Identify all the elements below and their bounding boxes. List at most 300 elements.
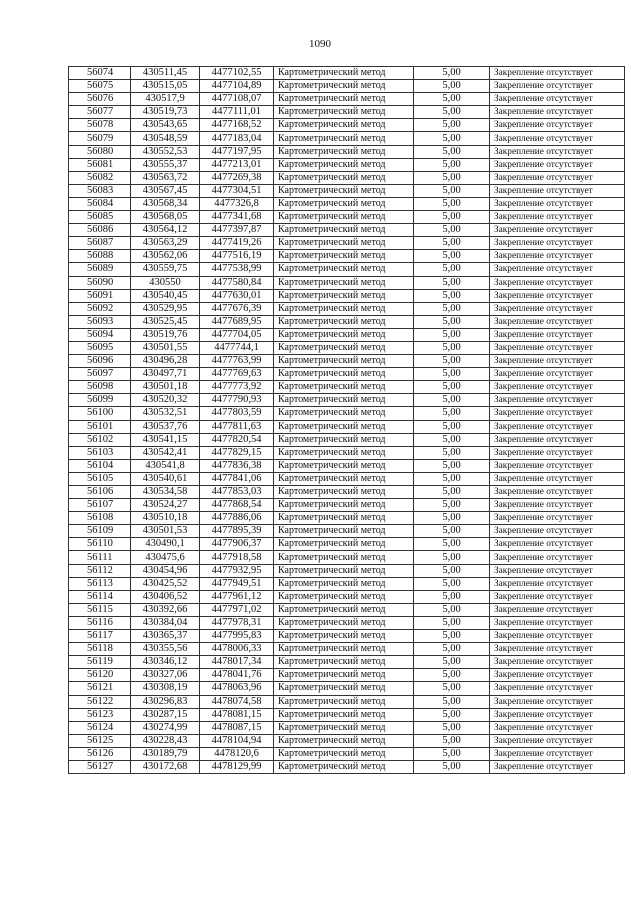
table-row xyxy=(69,67,625,80)
y-coordinate-cell: 4477868,54 xyxy=(200,499,274,512)
accuracy-cell: 5,00 xyxy=(414,289,490,302)
point-number-cell: 56123 xyxy=(69,708,131,721)
accuracy-cell: 5,00 xyxy=(414,747,490,760)
method-cell: Картометрический метод xyxy=(274,171,414,184)
x-coordinate-cell: 430564,12 xyxy=(131,224,200,237)
y-coordinate-cell: 4478074,58 xyxy=(200,695,274,708)
y-coordinate-cell: 4477197,95 xyxy=(200,145,274,158)
fixation-cell: Закрепление отсутствует xyxy=(490,760,625,773)
point-number-cell: 56126 xyxy=(69,747,131,760)
y-coordinate-cell: 4477630,01 xyxy=(200,289,274,302)
x-coordinate-cell: 430563,72 xyxy=(131,171,200,184)
table-row xyxy=(69,603,625,616)
accuracy-cell: 5,00 xyxy=(414,499,490,512)
x-coordinate-cell: 430172,68 xyxy=(131,760,200,773)
point-number-cell: 56089 xyxy=(69,263,131,276)
table-row xyxy=(69,420,625,433)
point-number-cell: 56094 xyxy=(69,328,131,341)
x-coordinate-cell: 430501,55 xyxy=(131,341,200,354)
fixation-cell: Закрепление отсутствует xyxy=(490,630,625,643)
point-number-cell: 56076 xyxy=(69,93,131,106)
accuracy-cell: 5,00 xyxy=(414,577,490,590)
point-number-cell: 56114 xyxy=(69,590,131,603)
fixation-cell: Закрепление отсутствует xyxy=(490,381,625,394)
point-number-cell: 56125 xyxy=(69,734,131,747)
method-cell: Картометрический метод xyxy=(274,564,414,577)
y-coordinate-cell: 4477104,89 xyxy=(200,80,274,93)
fixation-cell: Закрепление отсутствует xyxy=(490,682,625,695)
table-row xyxy=(69,643,625,656)
x-coordinate-cell: 430355,56 xyxy=(131,643,200,656)
x-coordinate-cell: 430287,15 xyxy=(131,708,200,721)
y-coordinate-cell: 4477829,15 xyxy=(200,446,274,459)
fixation-cell: Закрепление отсутствует xyxy=(490,459,625,472)
table-row xyxy=(69,93,625,106)
x-coordinate-cell: 430274,99 xyxy=(131,721,200,734)
table-row xyxy=(69,394,625,407)
y-coordinate-cell: 4477918,58 xyxy=(200,551,274,564)
method-cell: Картометрический метод xyxy=(274,734,414,747)
method-cell: Картометрический метод xyxy=(274,446,414,459)
fixation-cell: Закрепление отсутствует xyxy=(490,106,625,119)
method-cell: Картометрический метод xyxy=(274,145,414,158)
point-number-cell: 56083 xyxy=(69,184,131,197)
method-cell: Картометрический метод xyxy=(274,394,414,407)
accuracy-cell: 5,00 xyxy=(414,616,490,629)
method-cell: Картометрический метод xyxy=(274,682,414,695)
point-number-cell: 56086 xyxy=(69,224,131,237)
x-coordinate-cell: 430189,79 xyxy=(131,747,200,760)
x-coordinate-cell: 430568,05 xyxy=(131,211,200,224)
table-row xyxy=(69,669,625,682)
accuracy-cell: 5,00 xyxy=(414,132,490,145)
method-cell: Картометрический метод xyxy=(274,577,414,590)
method-cell: Картометрический метод xyxy=(274,603,414,616)
table-row xyxy=(69,224,625,237)
table-row xyxy=(69,145,625,158)
x-coordinate-cell: 430568,34 xyxy=(131,197,200,210)
x-coordinate-cell: 430541,15 xyxy=(131,433,200,446)
table-row xyxy=(69,276,625,289)
fixation-cell: Закрепление отсутствует xyxy=(490,145,625,158)
y-coordinate-cell: 4477704,05 xyxy=(200,328,274,341)
y-coordinate-cell: 4477676,39 xyxy=(200,302,274,315)
point-number-cell: 56097 xyxy=(69,368,131,381)
method-cell: Картометрический метод xyxy=(274,158,414,171)
point-number-cell: 56115 xyxy=(69,603,131,616)
accuracy-cell: 5,00 xyxy=(414,197,490,210)
y-coordinate-cell: 4477949,51 xyxy=(200,577,274,590)
x-coordinate-cell: 430567,45 xyxy=(131,184,200,197)
fixation-cell: Закрепление отсутствует xyxy=(490,211,625,224)
accuracy-cell: 5,00 xyxy=(414,512,490,525)
accuracy-cell: 5,00 xyxy=(414,525,490,538)
table-row xyxy=(69,355,625,368)
table-row xyxy=(69,708,625,721)
y-coordinate-cell: 4477102,55 xyxy=(200,67,274,80)
point-number-cell: 56084 xyxy=(69,197,131,210)
accuracy-cell: 5,00 xyxy=(414,381,490,394)
fixation-cell: Закрепление отсутствует xyxy=(490,564,625,577)
table-row xyxy=(69,341,625,354)
method-cell: Картометрический метод xyxy=(274,67,414,80)
y-coordinate-cell: 4477773,92 xyxy=(200,381,274,394)
method-cell: Картометрический метод xyxy=(274,250,414,263)
y-coordinate-cell: 4477304,51 xyxy=(200,184,274,197)
point-number-cell: 56119 xyxy=(69,656,131,669)
fixation-cell: Закрепление отсутствует xyxy=(490,184,625,197)
fixation-cell: Закрепление отсутствует xyxy=(490,525,625,538)
point-number-cell: 56078 xyxy=(69,119,131,132)
table-row xyxy=(69,459,625,472)
x-coordinate-cell: 430515,05 xyxy=(131,80,200,93)
accuracy-cell: 5,00 xyxy=(414,708,490,721)
accuracy-cell: 5,00 xyxy=(414,237,490,250)
accuracy-cell: 5,00 xyxy=(414,355,490,368)
point-number-cell: 56112 xyxy=(69,564,131,577)
accuracy-cell: 5,00 xyxy=(414,603,490,616)
accuracy-cell: 5,00 xyxy=(414,315,490,328)
x-coordinate-cell: 430497,71 xyxy=(131,368,200,381)
y-coordinate-cell: 4477111,01 xyxy=(200,106,274,119)
x-coordinate-cell: 430490,1 xyxy=(131,538,200,551)
table-row xyxy=(69,106,625,119)
point-number-cell: 56079 xyxy=(69,132,131,145)
y-coordinate-cell: 4477580,84 xyxy=(200,276,274,289)
fixation-cell: Закрепление отсутствует xyxy=(490,237,625,250)
accuracy-cell: 5,00 xyxy=(414,682,490,695)
coordinates-table-body xyxy=(69,67,625,774)
point-number-cell: 56116 xyxy=(69,616,131,629)
y-coordinate-cell: 4477978,31 xyxy=(200,616,274,629)
method-cell: Картометрический метод xyxy=(274,132,414,145)
point-number-cell: 56109 xyxy=(69,525,131,538)
fixation-cell: Закрепление отсутствует xyxy=(490,499,625,512)
point-number-cell: 56117 xyxy=(69,630,131,643)
y-coordinate-cell: 4477811,63 xyxy=(200,420,274,433)
method-cell: Картометрический метод xyxy=(274,237,414,250)
accuracy-cell: 5,00 xyxy=(414,630,490,643)
table-row xyxy=(69,184,625,197)
fixation-cell: Закрепление отсутствует xyxy=(490,289,625,302)
method-cell: Картометрический метод xyxy=(274,643,414,656)
point-number-cell: 56098 xyxy=(69,381,131,394)
fixation-cell: Закрепление отсутствует xyxy=(490,276,625,289)
y-coordinate-cell: 4477269,38 xyxy=(200,171,274,184)
y-coordinate-cell: 4478017,34 xyxy=(200,656,274,669)
table-row xyxy=(69,499,625,512)
fixation-cell: Закрепление отсутствует xyxy=(490,577,625,590)
x-coordinate-cell: 430541,8 xyxy=(131,459,200,472)
fixation-cell: Закрепление отсутствует xyxy=(490,250,625,263)
point-number-cell: 56106 xyxy=(69,486,131,499)
y-coordinate-cell: 4478081,15 xyxy=(200,708,274,721)
x-coordinate-cell: 430534,58 xyxy=(131,486,200,499)
point-number-cell: 56108 xyxy=(69,512,131,525)
accuracy-cell: 5,00 xyxy=(414,643,490,656)
table-row xyxy=(69,263,625,276)
method-cell: Картометрический метод xyxy=(274,538,414,551)
point-number-cell: 56104 xyxy=(69,459,131,472)
point-number-cell: 56113 xyxy=(69,577,131,590)
point-number-cell: 56099 xyxy=(69,394,131,407)
point-number-cell: 56092 xyxy=(69,302,131,315)
fixation-cell: Закрепление отсутствует xyxy=(490,93,625,106)
point-number-cell: 56090 xyxy=(69,276,131,289)
fixation-cell: Закрепление отсутствует xyxy=(490,158,625,171)
table-row xyxy=(69,132,625,145)
x-coordinate-cell: 430501,18 xyxy=(131,381,200,394)
accuracy-cell: 5,00 xyxy=(414,459,490,472)
fixation-cell: Закрепление отсутствует xyxy=(490,67,625,80)
y-coordinate-cell: 4477769,63 xyxy=(200,368,274,381)
table-row xyxy=(69,289,625,302)
method-cell: Картометрический метод xyxy=(274,106,414,119)
fixation-cell: Закрепление отсутствует xyxy=(490,407,625,420)
accuracy-cell: 5,00 xyxy=(414,119,490,132)
method-cell: Картометрический метод xyxy=(274,184,414,197)
x-coordinate-cell: 430519,76 xyxy=(131,328,200,341)
accuracy-cell: 5,00 xyxy=(414,145,490,158)
accuracy-cell: 5,00 xyxy=(414,695,490,708)
y-coordinate-cell: 4477803,59 xyxy=(200,407,274,420)
x-coordinate-cell: 430520,32 xyxy=(131,394,200,407)
accuracy-cell: 5,00 xyxy=(414,656,490,669)
accuracy-cell: 5,00 xyxy=(414,721,490,734)
x-coordinate-cell: 430384,04 xyxy=(131,616,200,629)
table-row xyxy=(69,630,625,643)
fixation-cell: Закрепление отсутствует xyxy=(490,486,625,499)
accuracy-cell: 5,00 xyxy=(414,328,490,341)
fixation-cell: Закрепление отсутствует xyxy=(490,472,625,485)
fixation-cell: Закрепление отсутствует xyxy=(490,224,625,237)
y-coordinate-cell: 4477689,95 xyxy=(200,315,274,328)
accuracy-cell: 5,00 xyxy=(414,184,490,197)
fixation-cell: Закрепление отсутствует xyxy=(490,302,625,315)
y-coordinate-cell: 4477213,01 xyxy=(200,158,274,171)
method-cell: Картометрический метод xyxy=(274,512,414,525)
y-coordinate-cell: 4477538,99 xyxy=(200,263,274,276)
method-cell: Картометрический метод xyxy=(274,708,414,721)
method-cell: Картометрический метод xyxy=(274,263,414,276)
y-coordinate-cell: 4478120,6 xyxy=(200,747,274,760)
x-coordinate-cell: 430308,19 xyxy=(131,682,200,695)
x-coordinate-cell: 430475,6 xyxy=(131,551,200,564)
x-coordinate-cell: 430501,53 xyxy=(131,525,200,538)
y-coordinate-cell: 4478006,33 xyxy=(200,643,274,656)
x-coordinate-cell: 430532,51 xyxy=(131,407,200,420)
table-row xyxy=(69,315,625,328)
y-coordinate-cell: 4478041,76 xyxy=(200,669,274,682)
accuracy-cell: 5,00 xyxy=(414,590,490,603)
y-coordinate-cell: 4477853,03 xyxy=(200,486,274,499)
point-number-cell: 56096 xyxy=(69,355,131,368)
y-coordinate-cell: 4477168,52 xyxy=(200,119,274,132)
method-cell: Картометрический метод xyxy=(274,381,414,394)
x-coordinate-cell: 430552,53 xyxy=(131,145,200,158)
point-number-cell: 56091 xyxy=(69,289,131,302)
x-coordinate-cell: 430524,27 xyxy=(131,499,200,512)
table-row xyxy=(69,760,625,773)
y-coordinate-cell: 4477419,26 xyxy=(200,237,274,250)
fixation-cell: Закрепление отсутствует xyxy=(490,538,625,551)
accuracy-cell: 5,00 xyxy=(414,158,490,171)
fixation-cell: Закрепление отсутствует xyxy=(490,80,625,93)
fixation-cell: Закрепление отсутствует xyxy=(490,119,625,132)
y-coordinate-cell: 4477961,12 xyxy=(200,590,274,603)
x-coordinate-cell: 430517,9 xyxy=(131,93,200,106)
fixation-cell: Закрепление отсутствует xyxy=(490,747,625,760)
accuracy-cell: 5,00 xyxy=(414,734,490,747)
fixation-cell: Закрепление отсутствует xyxy=(490,512,625,525)
table-row xyxy=(69,577,625,590)
fixation-cell: Закрепление отсутствует xyxy=(490,132,625,145)
x-coordinate-cell: 430548,59 xyxy=(131,132,200,145)
coordinates-table xyxy=(68,66,625,774)
x-coordinate-cell: 430496,28 xyxy=(131,355,200,368)
table-row xyxy=(69,525,625,538)
table-row xyxy=(69,682,625,695)
y-coordinate-cell: 4477183,04 xyxy=(200,132,274,145)
point-number-cell: 56100 xyxy=(69,407,131,420)
accuracy-cell: 5,00 xyxy=(414,420,490,433)
method-cell: Картометрический метод xyxy=(274,695,414,708)
accuracy-cell: 5,00 xyxy=(414,486,490,499)
point-number-cell: 56081 xyxy=(69,158,131,171)
method-cell: Картометрический метод xyxy=(274,721,414,734)
point-number-cell: 56077 xyxy=(69,106,131,119)
x-coordinate-cell: 430537,76 xyxy=(131,420,200,433)
point-number-cell: 56110 xyxy=(69,538,131,551)
fixation-cell: Закрепление отсутствует xyxy=(490,695,625,708)
y-coordinate-cell: 4478063,96 xyxy=(200,682,274,695)
method-cell: Картометрический метод xyxy=(274,760,414,773)
method-cell: Картометрический метод xyxy=(274,355,414,368)
x-coordinate-cell: 430511,45 xyxy=(131,67,200,80)
method-cell: Картометрический метод xyxy=(274,747,414,760)
point-number-cell: 56105 xyxy=(69,472,131,485)
fixation-cell: Закрепление отсутствует xyxy=(490,368,625,381)
fixation-cell: Закрепление отсутствует xyxy=(490,656,625,669)
fixation-cell: Закрепление отсутствует xyxy=(490,341,625,354)
x-coordinate-cell: 430540,45 xyxy=(131,289,200,302)
x-coordinate-cell: 430346,12 xyxy=(131,656,200,669)
table-row xyxy=(69,328,625,341)
x-coordinate-cell: 430559,75 xyxy=(131,263,200,276)
fixation-cell: Закрепление отсутствует xyxy=(490,669,625,682)
x-coordinate-cell: 430542,41 xyxy=(131,446,200,459)
fixation-cell: Закрепление отсутствует xyxy=(490,420,625,433)
accuracy-cell: 5,00 xyxy=(414,538,490,551)
method-cell: Картометрический метод xyxy=(274,407,414,420)
point-number-cell: 56095 xyxy=(69,341,131,354)
table-row xyxy=(69,446,625,459)
method-cell: Картометрический метод xyxy=(274,341,414,354)
table-row xyxy=(69,80,625,93)
fixation-cell: Закрепление отсутствует xyxy=(490,616,625,629)
table-row xyxy=(69,486,625,499)
accuracy-cell: 5,00 xyxy=(414,433,490,446)
method-cell: Картометрический метод xyxy=(274,630,414,643)
point-number-cell: 56111 xyxy=(69,551,131,564)
accuracy-cell: 5,00 xyxy=(414,472,490,485)
accuracy-cell: 5,00 xyxy=(414,67,490,80)
x-coordinate-cell: 430425,52 xyxy=(131,577,200,590)
fixation-cell: Закрепление отсутствует xyxy=(490,263,625,276)
point-number-cell: 56120 xyxy=(69,669,131,682)
table-row xyxy=(69,197,625,210)
accuracy-cell: 5,00 xyxy=(414,446,490,459)
method-cell: Картометрический метод xyxy=(274,224,414,237)
fixation-cell: Закрепление отсутствует xyxy=(490,603,625,616)
method-cell: Картометрический метод xyxy=(274,420,414,433)
table-row xyxy=(69,616,625,629)
table-row xyxy=(69,551,625,564)
accuracy-cell: 5,00 xyxy=(414,368,490,381)
table-row xyxy=(69,564,625,577)
x-coordinate-cell: 430519,73 xyxy=(131,106,200,119)
method-cell: Картометрический метод xyxy=(274,499,414,512)
x-coordinate-cell: 430529,95 xyxy=(131,302,200,315)
y-coordinate-cell: 4477744,1 xyxy=(200,341,274,354)
fixation-cell: Закрепление отсутствует xyxy=(490,328,625,341)
y-coordinate-cell: 4477763,99 xyxy=(200,355,274,368)
method-cell: Картометрический метод xyxy=(274,656,414,669)
method-cell: Картометрический метод xyxy=(274,197,414,210)
point-number-cell: 56074 xyxy=(69,67,131,80)
method-cell: Картометрический метод xyxy=(274,119,414,132)
point-number-cell: 56121 xyxy=(69,682,131,695)
fixation-cell: Закрепление отсутствует xyxy=(490,355,625,368)
fixation-cell: Закрепление отсутствует xyxy=(490,590,625,603)
fixation-cell: Закрепление отсутствует xyxy=(490,433,625,446)
table-row xyxy=(69,590,625,603)
x-coordinate-cell: 430525,45 xyxy=(131,315,200,328)
page-number: 1090 xyxy=(309,38,331,50)
method-cell: Картометрический метод xyxy=(274,525,414,538)
y-coordinate-cell: 4477790,93 xyxy=(200,394,274,407)
table-row xyxy=(69,368,625,381)
table-row xyxy=(69,381,625,394)
table-row xyxy=(69,433,625,446)
point-number-cell: 56122 xyxy=(69,695,131,708)
y-coordinate-cell: 4478104,94 xyxy=(200,734,274,747)
table-row xyxy=(69,119,625,132)
fixation-cell: Закрепление отсутствует xyxy=(490,394,625,407)
method-cell: Картометрический метод xyxy=(274,551,414,564)
x-coordinate-cell: 430454,96 xyxy=(131,564,200,577)
method-cell: Картометрический метод xyxy=(274,433,414,446)
point-number-cell: 56080 xyxy=(69,145,131,158)
y-coordinate-cell: 4477397,87 xyxy=(200,224,274,237)
x-coordinate-cell: 430296,83 xyxy=(131,695,200,708)
table-row xyxy=(69,302,625,315)
accuracy-cell: 5,00 xyxy=(414,250,490,263)
accuracy-cell: 5,00 xyxy=(414,106,490,119)
table-row xyxy=(69,656,625,669)
y-coordinate-cell: 4478087,15 xyxy=(200,721,274,734)
method-cell: Картометрический метод xyxy=(274,289,414,302)
y-coordinate-cell: 4477341,68 xyxy=(200,211,274,224)
point-number-cell: 56085 xyxy=(69,211,131,224)
y-coordinate-cell: 4477971,02 xyxy=(200,603,274,616)
point-number-cell: 56101 xyxy=(69,420,131,433)
method-cell: Картометрический метод xyxy=(274,616,414,629)
fixation-cell: Закрепление отсутствует xyxy=(490,446,625,459)
method-cell: Картометрический метод xyxy=(274,80,414,93)
x-coordinate-cell: 430563,29 xyxy=(131,237,200,250)
table-row xyxy=(69,747,625,760)
